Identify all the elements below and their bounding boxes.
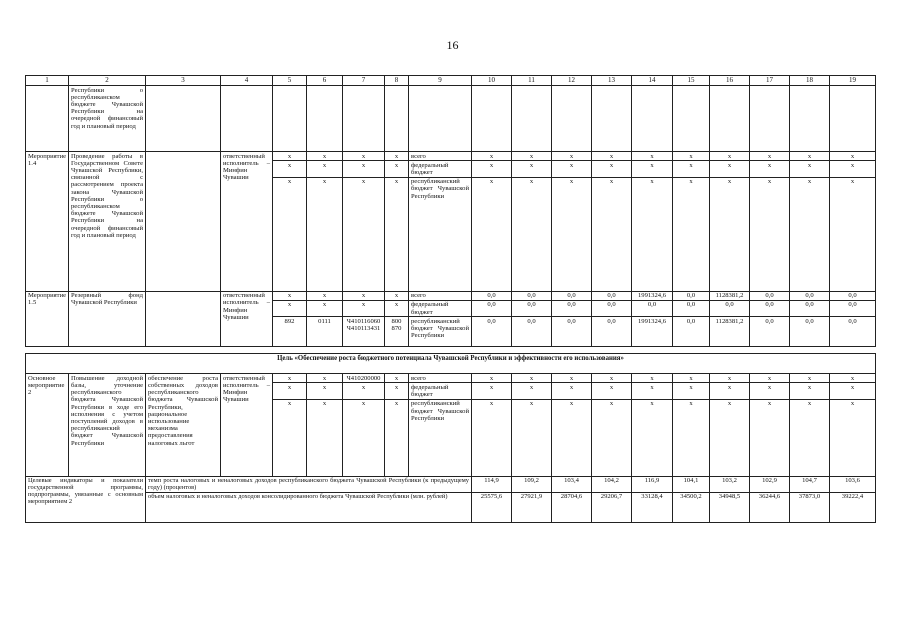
m14-funding-source: всего	[409, 152, 472, 161]
m14-code-c5: x	[273, 161, 307, 177]
m15-code-c6: x	[307, 291, 343, 300]
m15-name: Резервный фонд Чувашской Республики	[69, 291, 146, 347]
om2-code-c7: Ч410200000	[343, 374, 385, 383]
m15-row	[26, 291, 876, 300]
spacer-cell	[26, 347, 876, 354]
indicator-value-12: 103,4	[552, 476, 592, 492]
m14-code-c6: x	[307, 177, 343, 291]
m15-code-c7: x	[343, 291, 385, 300]
m14-row	[26, 152, 876, 161]
m14-value-15: x	[673, 161, 710, 177]
om2-code-c6: x	[307, 374, 343, 383]
m14-name: Проведение работы в Государственном Совете Чувашской Республики, связанной с рассмотрением проекта закона Чувашской Республики о республиканском бюджете Чувашской Республики на очередной финансовый год и плановый период	[69, 152, 146, 292]
m15-value-14: 0,0	[632, 300, 673, 316]
om2-code-c5: x	[273, 383, 307, 399]
om2-value-15: x	[673, 399, 710, 476]
indicator-value-12: 28704,6	[552, 492, 592, 522]
om2-value-11: x	[512, 399, 552, 476]
m15-value-12: 0,0	[552, 300, 592, 316]
om2-value-17: x	[750, 374, 790, 383]
m14-value-16: x	[710, 161, 750, 177]
m14-code-c6: x	[307, 152, 343, 161]
m15-value-19: 0,0	[830, 317, 876, 347]
column-number-19: 19	[830, 76, 876, 86]
m14-code-c5: x	[273, 177, 307, 291]
m15-code-c6: 0111	[307, 317, 343, 347]
m15-code-c8: x	[385, 300, 409, 316]
cell-empty	[409, 86, 472, 152]
column-number-16: 16	[710, 76, 750, 86]
m15-value-14: 1991324,6	[632, 317, 673, 347]
om2-value-13: x	[592, 374, 632, 383]
m15-code-c5: 892	[273, 317, 307, 347]
m14-value-10: x	[472, 161, 512, 177]
indicator-value-15: 34500,2	[673, 492, 710, 522]
m14-value-12: x	[552, 161, 592, 177]
om2-code-c5: x	[273, 374, 307, 383]
m14-code-c8: x	[385, 177, 409, 291]
m14-value-10: x	[472, 177, 512, 291]
om2-value-11: x	[512, 383, 552, 399]
m14-value-17: x	[750, 152, 790, 161]
m15-funding-source: республиканский бюджет Чувашской Республики	[409, 317, 472, 347]
om2-row	[26, 374, 876, 383]
m15-value-15: 0,0	[673, 300, 710, 316]
m14-label: Мероприятие 1.4	[26, 152, 69, 292]
m14-value-14: x	[632, 152, 673, 161]
m15-value-18: 0,0	[790, 300, 830, 316]
column-number-row	[26, 76, 876, 86]
cell-empty	[472, 86, 512, 152]
column-number-17: 17	[750, 76, 790, 86]
m14-value-11: x	[512, 152, 552, 161]
m14-value-15: x	[673, 152, 710, 161]
column-number-8: 8	[385, 76, 409, 86]
indicator-value-11: 109,2	[512, 476, 552, 492]
om2-value-13: x	[592, 399, 632, 476]
om2-value-10: x	[472, 399, 512, 476]
m14-value-16: x	[710, 177, 750, 291]
m14-value-18: x	[790, 152, 830, 161]
indicator-value-17: 102,9	[750, 476, 790, 492]
budget-table	[25, 75, 876, 523]
om2-value-10: x	[472, 374, 512, 383]
m15-code-c5: x	[273, 291, 307, 300]
m14-value-10: x	[472, 152, 512, 161]
om2-value-14: x	[632, 383, 673, 399]
column-number-15: 15	[673, 76, 710, 86]
indicator-value-19: 39222,4	[830, 492, 876, 522]
m14-code-c6: x	[307, 161, 343, 177]
indicator-value-13: 29206,7	[592, 492, 632, 522]
m14-value-19: x	[830, 161, 876, 177]
m14-executor: ответственный исполнитель – Минфин Чувашии	[221, 152, 273, 292]
om2-value-19: x	[830, 399, 876, 476]
cell-empty	[146, 86, 221, 152]
m15-value-17: 0,0	[750, 291, 790, 300]
om2-code-c8: x	[385, 383, 409, 399]
om2-value-11: x	[512, 374, 552, 383]
m14-value-17: x	[750, 177, 790, 291]
om2-funding-source: федеральный бюджет	[409, 383, 472, 399]
indicator-value-10: 25575,6	[472, 492, 512, 522]
m14-value-13: x	[592, 152, 632, 161]
om2-value-18: x	[790, 399, 830, 476]
column-number-13: 13	[592, 76, 632, 86]
column-number-1: 1	[26, 76, 69, 86]
m15-value-13: 0,0	[592, 300, 632, 316]
m15-value-19: 0,0	[830, 291, 876, 300]
cell-empty	[221, 86, 273, 152]
indicators-label: Целевые индикаторы и показатели государственной программы, подпрограммы, увязанные с основным мероприятием 2	[26, 476, 146, 522]
indicator-value-16: 34948,5	[710, 492, 750, 522]
column-number-2: 2	[69, 76, 146, 86]
indicator-value-17: 36244,6	[750, 492, 790, 522]
m15-value-10: 0,0	[472, 300, 512, 316]
continuation-text: Республики о республиканском бюджете Чувашской Республики на очередной финансовый год и плановый период	[69, 86, 146, 152]
indicator-value-16: 103,2	[710, 476, 750, 492]
om2-code-c7: x	[343, 399, 385, 476]
cell-empty	[512, 86, 552, 152]
m14-value-13: x	[592, 161, 632, 177]
om2-value-10: x	[472, 383, 512, 399]
m14-code-c8: x	[385, 152, 409, 161]
om2-code-c6: x	[307, 399, 343, 476]
m15-code-c8: x	[385, 291, 409, 300]
m15-value-10: 0,0	[472, 317, 512, 347]
m14-value-18: x	[790, 161, 830, 177]
m15-label: Мероприятие 1.5	[26, 291, 69, 347]
page-number: 16	[446, 38, 459, 52]
om2-name: Повышение доходной базы, уточнение республиканского бюджета Чувашской Республики в ходе его исполнения с учетом поступлений доходов в республиканский бюджет Чувашской Республики	[69, 374, 146, 477]
indicator-value-11: 27921,9	[512, 492, 552, 522]
m15-value-15: 0,0	[673, 291, 710, 300]
om2-value-12: x	[552, 383, 592, 399]
m14-code-c7: x	[343, 177, 385, 291]
m15-executor: ответственный исполнитель – Минфин Чувашии	[221, 291, 273, 347]
column-number-10: 10	[472, 76, 512, 86]
m15-value-11: 0,0	[512, 300, 552, 316]
column-number-5: 5	[273, 76, 307, 86]
m14-value-17: x	[750, 161, 790, 177]
column-number-4: 4	[221, 76, 273, 86]
cell-empty	[307, 86, 343, 152]
indicator-value-15: 104,1	[673, 476, 710, 492]
indicator-value-19: 103,6	[830, 476, 876, 492]
goal-heading: Цель «Обеспечение роста бюджетного потенциала Чувашской Республики и эффективности его использования»	[26, 354, 876, 374]
om2-value-15: x	[673, 383, 710, 399]
m15-code-c5: x	[273, 300, 307, 316]
om2-code-c8: x	[385, 399, 409, 476]
column-number-6: 6	[307, 76, 343, 86]
goal-row	[26, 354, 876, 374]
m15-value-11: 0,0	[512, 317, 552, 347]
cell-empty	[632, 86, 673, 152]
cell-empty	[385, 86, 409, 152]
m15-value-12: 0,0	[552, 291, 592, 300]
m15-value-16: 0,0	[710, 300, 750, 316]
om2-value-18: x	[790, 374, 830, 383]
column-number-11: 11	[512, 76, 552, 86]
m15-code-c8: 800 870	[385, 317, 409, 347]
indicator-row	[26, 476, 876, 492]
cell-empty	[273, 86, 307, 152]
om2-value-16: x	[710, 399, 750, 476]
om2-executor: ответственный исполнитель – Минфин Чувашии	[221, 374, 273, 477]
m15-code-c7: x	[343, 300, 385, 316]
m14-value-12: x	[552, 177, 592, 291]
m15-value-13: 0,0	[592, 317, 632, 347]
table-body	[26, 76, 876, 523]
indicator-value-10: 114,9	[472, 476, 512, 492]
cell-empty	[26, 86, 69, 152]
m15-value-18: 0,0	[790, 291, 830, 300]
m15-value-17: 0,0	[750, 300, 790, 316]
m15-value-18: 0,0	[790, 317, 830, 347]
m15-value-16: 1128381,2	[710, 317, 750, 347]
column-number-9: 9	[409, 76, 472, 86]
om2-funding-source: республиканский бюджет Чувашской Республики	[409, 399, 472, 476]
cell-empty	[790, 86, 830, 152]
m15-value-13: 0,0	[592, 291, 632, 300]
m14-code-c5: x	[273, 152, 307, 161]
m14-value-11: x	[512, 177, 552, 291]
m14-value-13: x	[592, 177, 632, 291]
m14-funding-source: республиканский бюджет Чувашской Республики	[409, 177, 472, 291]
om2-code-c8: x	[385, 374, 409, 383]
om2-value-19: x	[830, 383, 876, 399]
om2-value-12: x	[552, 374, 592, 383]
m14-code-c7: x	[343, 152, 385, 161]
m14-value-14: x	[632, 177, 673, 291]
m15-value-15: 0,0	[673, 317, 710, 347]
column-number-3: 3	[146, 76, 221, 86]
om2-value-16: x	[710, 383, 750, 399]
om2-label: Основное мероприятие 2	[26, 374, 69, 477]
m14-funding-source: федеральный бюджет	[409, 161, 472, 177]
m14-result	[146, 152, 221, 292]
m15-value-19: 0,0	[830, 300, 876, 316]
m15-code-c7: Ч410116060 Ч410113431	[343, 317, 385, 347]
om2-value-19: x	[830, 374, 876, 383]
om2-value-13: x	[592, 383, 632, 399]
m15-value-11: 0,0	[512, 291, 552, 300]
cell-empty	[750, 86, 790, 152]
cell-empty	[592, 86, 632, 152]
m14-value-19: x	[830, 177, 876, 291]
m15-value-10: 0,0	[472, 291, 512, 300]
om2-value-15: x	[673, 374, 710, 383]
om2-value-16: x	[710, 374, 750, 383]
m15-funding-source: федеральный бюджет	[409, 300, 472, 316]
om2-value-18: x	[790, 383, 830, 399]
om2-value-17: x	[750, 399, 790, 476]
m15-funding-source: всего	[409, 291, 472, 300]
om2-code-c5: x	[273, 399, 307, 476]
column-number-18: 18	[790, 76, 830, 86]
cell-empty	[673, 86, 710, 152]
om2-value-12: x	[552, 399, 592, 476]
om2-value-14: x	[632, 374, 673, 383]
om2-funding-source: всего	[409, 374, 472, 383]
m14-value-16: x	[710, 152, 750, 161]
m14-value-15: x	[673, 177, 710, 291]
column-number-12: 12	[552, 76, 592, 86]
cell-empty	[830, 86, 876, 152]
m14-value-14: x	[632, 161, 673, 177]
indicator-text: объем налоговых и неналоговых доходов консолидированного бюджета Чувашской Республики (млн. рублей)	[146, 492, 472, 522]
cell-empty	[343, 86, 385, 152]
m15-result	[146, 291, 221, 347]
m14-value-12: x	[552, 152, 592, 161]
indicator-value-13: 104,2	[592, 476, 632, 492]
m14-code-c7: x	[343, 161, 385, 177]
spacer-row	[26, 347, 876, 354]
continuation-row	[26, 86, 876, 152]
column-number-14: 14	[632, 76, 673, 86]
om2-code-c7: x	[343, 383, 385, 399]
indicator-value-18: 37873,0	[790, 492, 830, 522]
m14-value-19: x	[830, 152, 876, 161]
indicator-text: темп роста налоговых и неналоговых доходов республиканского бюджета Чувашской Республики (к предыдущему году) (процентов)	[146, 476, 472, 492]
indicator-row	[26, 492, 876, 522]
cell-empty	[710, 86, 750, 152]
m14-code-c8: x	[385, 161, 409, 177]
om2-value-17: x	[750, 383, 790, 399]
m15-value-14: 1991324,6	[632, 291, 673, 300]
om2-value-14: x	[632, 399, 673, 476]
m15-value-12: 0,0	[552, 317, 592, 347]
column-number-7: 7	[343, 76, 385, 86]
indicator-value-14: 116,9	[632, 476, 673, 492]
om2-result: обеспечение роста собственных доходов республиканского бюджета Чувашской Республики, рациональное использование механизма предоставления налоговых льгот	[146, 374, 221, 477]
m15-code-c6: x	[307, 300, 343, 316]
m14-value-18: x	[790, 177, 830, 291]
m15-value-17: 0,0	[750, 317, 790, 347]
om2-code-c6: x	[307, 383, 343, 399]
m14-value-11: x	[512, 161, 552, 177]
cell-empty	[552, 86, 592, 152]
indicator-value-18: 104,7	[790, 476, 830, 492]
indicator-value-14: 33128,4	[632, 492, 673, 522]
m15-value-16: 1128381,2	[710, 291, 750, 300]
